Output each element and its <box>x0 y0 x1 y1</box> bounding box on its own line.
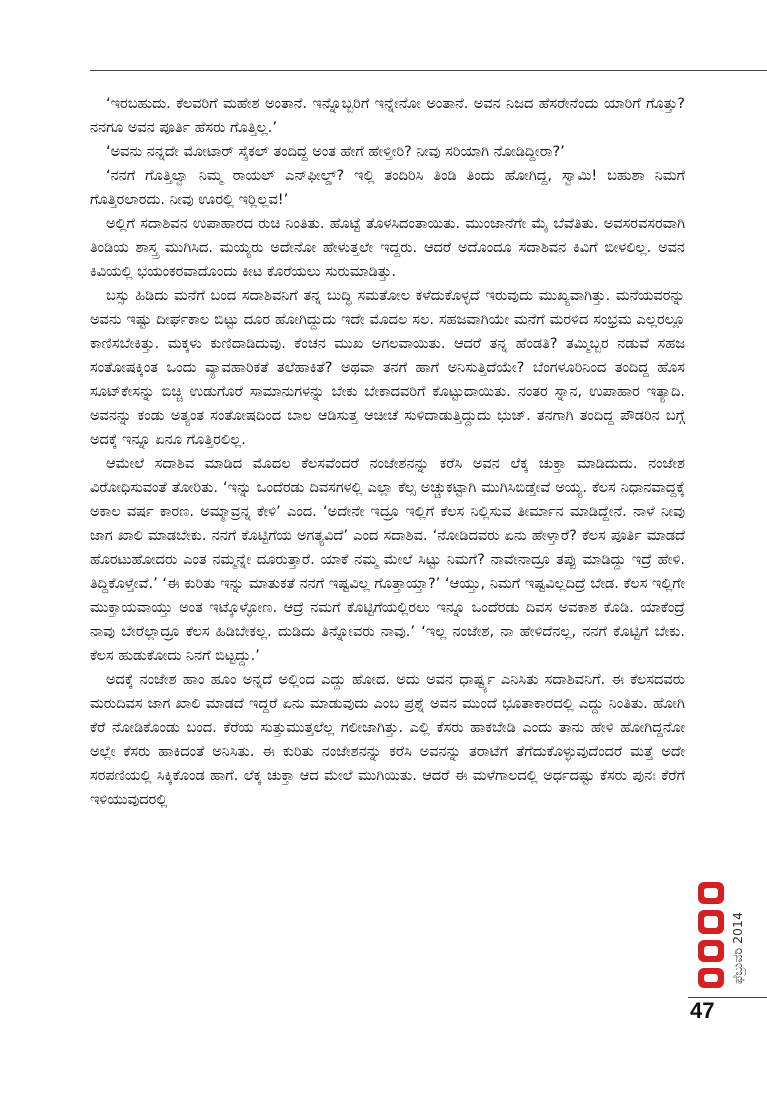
page-number: 47 <box>690 998 715 1023</box>
article-body <box>90 92 685 812</box>
paragraph: ಬಸ್ಸು ಹಿಡಿದು ಮನೆಗೆ ಬಂದ ಸದಾಶಿವನಿಗೆ ತನ್ನ ಬುದ್ಧಿ ಸಮತೋಲ ಕಳೆದುಕೊಳ್ಳದೆ ಇರುವುದು ಮುಖ್ಯವಾಗಿತ್ತು. ಮನೆಯವರನ್ನು ಅವನು ಇಷ್ಟು ದೀರ್ಘಕಾಲ ಬಿಟ್ಟು ದೂರ ಹೋಗಿದ್ದುದು ಇದೇ ಮೊದಲ ಸಲ. ಸಹಜವಾಗಿಯೇ ಮನೆಗೆ ಮರಳಿದ ಸಂಭ್ರಮ ಎಲ್ಲರಲ್ಲೂ ಕಾಣಿಸಬೇಕಿತ್ತು. ಮಕ್ಕಳು ಕುಣಿದಾಡಿದುವು. ಕೆಂಚನ ಮುಖ ಅಗಲವಾಯಿತು. ಆದರೆ ತನ್ನ ಹೆಂಡತಿ? ತಮ್ಮಿಬ್ಬರ ನಡುವೆ ಸಹಜ ಸಂತೋಷಕ್ಕಿಂತ ಒಂದು ವ್ಯಾವಹಾರಿಕತೆ ತಲೆಹಾಕಿತೆ? ಅಥವಾ ತನಗೆ ಹಾಗೆ ಅನಿಸುತ್ತಿದೆಯೇ? ಬೆಂಗಳೂರಿನಿಂದ ತಂದಿದ್ದ ಹೊಸ ಸೂಟ್‌ಕೇಸನ್ನು ಬಿಚ್ಚಿ ಉಡುಗೊರೆ ಸಾಮಾನುಗಳನ್ನು ಬೇಕು ಬೇಕಾದವರಿಗೆ ಕೊಟ್ಟುದಾಯಿತು. ನಂತರ ಸ್ನಾನ, ಉಪಾಹಾರ ಇತ್ಯಾದಿ. ಅವನನ್ನು ಕಂಡು ಅತ್ಯಂತ ಸಂತೋಷದಿಂದ ಬಾಲ ಆಡಿಸುತ್ತ ಆಚೀಚೆ ಸುಳಿದಾಡುತ್ತಿದ್ದುದು ಭುಜ್. ತನಗಾಗಿ ತಂದಿದ್ದ ಪೌಡರಿನ ಬಗ್ಗೆ ಅದಕ್ಕೆ ಇನ್ನೂ ಏನೂ ಗೊತ್ತಿರಲಿಲ್ಲ. <box>90 288 686 448</box>
paragraph: ಅಲ್ಲಿಗೆ ಸದಾಶಿವನ ಉಪಾಹಾರದ ರುಚಿ ನಿಂತಿತು. ಹೊಟ್ಟೆ ತೊಳಸಿದಂತಾಯಿತು. ಮುಂಜಾನೆಗೇ ಮೈ ಬೆವೆತಿತು. ಅವಸರವಸರವಾಗಿ ತಿಂಡಿಯ ಶಾಸ್ತ್ರ ಮುಗಿಸಿದ. ಮಯ್ಯರು ಅದೇನೋ ಹೇಳುತ್ತಲೇ ಇದ್ದರು. ಆದರೆ ಅದೊಂದೂ ಸದಾಶಿವನ ಕಿವಿಗೆ ಬೀಳಲಿಲ್ಲ. ಅವನ ಕಿವಿಯಲ್ಲಿ ಭಯಂಕರವಾದೊಂದು ಕೀಟ ಕೊರೆಯಲು ಸುರುಮಾಡಿತ್ತು. <box>90 216 685 280</box>
paragraph: ‘ಇರಬಹುದು. ಕೆಲವರಿಗೆ ಮಹೇಶ ಅಂತಾನೆ. ಇನ್ನೊಬ್ಬರಿಗೆ ಇನ್ನೇನೋ ಅಂತಾನೆ. ಅವನ ನಿಜದ ಹೆಸರೇನೆಂದು ಯಾರಿಗೆ ಗೊತ್ತು? ನನಗೂ ಅವನ ಪೂರ್ತಿ ಹೆಸರು ಗೊತ್ತಿಲ್ಲ.’ <box>90 96 685 136</box>
page-sidebar <box>688 780 767 1000</box>
paragraph: ‘ಅವನು ನನ್ನದೇ ಮೋಟಾರ್ ಸೈಕಲ್ ತಂದಿದ್ದ ಅಂತ ಹೇಗೆ ಹೇಳ್ತೀರಿ? ನೀವು ಸರಿಯಾಗಿ ನೋಡಿದ್ದೀರಾ?’ <box>106 144 565 160</box>
paragraph: ‘ನನಗೆ ಗೊತ್ತಿಲ್ವಾ ನಿಮ್ಮ ರಾಯಲ್ ಎನ್‌ಫೀಲ್ಡ್? ಇಲ್ಲಿ ತಂದಿರಿಸಿ ತಿಂಡಿ ತಿಂದು ಹೋಗಿದ್ದ, ಸ್ವಾಮಿ! ಬಹುಶಾ ನಿಮಗೆ ಗೊತ್ತಿರಲಾರದು. ನೀವು ಊರಲ್ಲಿ ಇರ್‍ಲಿಲ್ಲವ!’ <box>90 168 685 208</box>
paragraph: ಅದಕ್ಕೆ ನಂಜೇಶ ಹಾಂ ಹೂಂ ಅನ್ನದೆ ಅಲ್ಲಿಂದ ಎದ್ದು ಹೋದ. ಅದು ಅವನ ಧಾರ್ಷ್ಟ್ಯ ಎನಿಸಿತು ಸದಾಶಿವನಿಗೆ. ಈ ಕೆಲಸದವರು ಮರುದಿವಸ ಜಾಗ ಖಾಲಿ ಮಾಡದೆ ಇದ್ದರೆ ಏನು ಮಾಡುವುದು ಎಂಬ ಪ್ರಶ್ನೆ ಅವನ ಮುಂದೆ ಭೂತಾಕಾರದಲ್ಲಿ ಎದ್ದು ನಿಂತಿತು. ಹೋಗಿ ಕೆರೆ ನೋಡಿಕೊಂಡು ಬಂದ. ಕೆರೆಯ ಸುತ್ತುಮುತ್ತಲೆಲ್ಲ ಗಲೀಜಾಗಿತ್ತು. ಎಲ್ಲಿ ಕೆಸರು ಹಾಕಬೇಡಿ ಎಂದು ತಾನು ಹೇಳಿ ಹೋಗಿದ್ದನೋ ಅಲ್ಲೇ ಕೆಸರು ಹಾಕಿದಂತೆ ಅನಿಸಿತು. ಈ ಕುರಿತು ನಂಜೇಶನನ್ನು ಕರೆಸಿ ಅವನನ್ನು ತರಾಟೆಗೆ ತೆಗೆದುಕೊಳ್ಳುವುದೆಂದರೆ ಮತ್ತೆ ಅದೇ ಸರಪಣಿಯಲ್ಲಿ ಸಿಕ್ಕಿಕೊಂಡ ಹಾಗೆ. ಲೆಕ್ಕ ಚುಕ್ತಾ ಆದ ಮೇಲೆ ಮುಗಿಯಿತು. ಆದರೆ ಈ ಮಳೆಗಾಲದಲ್ಲಿ ಅರ್ಧದಷ್ಟು ಕೆಸರು ಪುನಃ ಕೆರೆಗೆ ಇಳಿಯುವುದರಲ್ಲಿ <box>90 672 685 808</box>
paragraph: ಆಮೇಲೆ ಸದಾಶಿವ ಮಾಡಿದ ಮೊದಲ ಕೆಲಸವೆಂದರೆ ನಂಜೇಶನನ್ನು ಕರೆಸಿ ಅವನ ಲೆಕ್ಕ ಚುಕ್ತಾ ಮಾಡಿದುದು. ನಂಜೇಶ ವಿರೋಧಿಸುವಂತೆ ತೋರಿತು. ‘ಇನ್ನು ಒಂದೆರಡು ದಿವಸಗಳಲ್ಲಿ ಎಲ್ಲಾ ಕೆಲ್ಸ ಅಚ್ಚುಕಟ್ಟಾಗಿ ಮುಗಿಸಿಬಿಡ್ತೇವೆ ಅಯ್ಯ. ಕೆಲಸ ನಿಧಾನವಾದ್ದಕ್ಕೆ ಅಕಾಲ ವರ್ಷ ಕಾರಣ. ಅಮ್ಮಾವ್ರನ್ನ ಕೇಳಿ’ ಎಂದ. ‘ಅದೇನೇ ಇದ್ರೂ ಇಲ್ಲಿಗೆ ಕೆಲಸ ನಿಲ್ಲಿಸುವ ತೀರ್ಮಾನ ಮಾಡಿದ್ದೇನೆ. ನಾಳೆ ನೀವು ಜಾಗ ಖಾಲಿ ಮಾಡಬೇಕು. ನನಗೆ ಕೊಟ್ಟಿಗೆಯ ಅಗತ್ಯವಿದೆ’ ಎಂದ ಸದಾಶಿವ. ‘ನೋಡಿದವರು ಏನು ಹೇಳ್ತಾರೆ? ಕೆಲಸ ಪೂರ್ತಿ ಮಾಡದೆ ಹೊರಟುಹೋದರು ಎಂತ ನಮ್ಮನ್ನೇ ದೂರುತ್ತಾರೆ. ಯಾಕೆ ನಮ್ಮ ಮೇಲೆ ಸಿಟ್ಟು ನಿಮಗೆ? ನಾವೇನಾದ್ರೂ ತಪ್ಪು ಮಾಡಿದ್ದು ಇದ್ರೆ ಹೇಳಿ. ತಿದ್ದಿಕೊಳ್ತೇವೆ.’ ‘ಈ ಕುರಿತು ಇನ್ನು ಮಾತುಕತೆ ನನಗೆ ಇಷ್ಟವಿಲ್ಲ ಗೊತ್ತಾಯ್ತಾ?’ ‘ಆಯ್ತು, ನಿಮಗೆ ಇಷ್ಟವಿಲ್ಲದಿದ್ರೆ ಬೇಡ. ಕೆಲಸ ಇಲ್ಲಿಗೇ ಮುಕ್ತಾಯವಾಯ್ತು ಅಂತ ಇಟ್ಕೊಳ್ಳೋಣ. ಆದ್ರೆ ನಮಗೆ ಕೊಟ್ಟಿಗೆಯಲ್ಲಿರಲು ಇನ್ನೂ ಒಂದೆರಡು ದಿವಸ ಅವಕಾಶ ಕೊಡಿ. ಯಾಕೆಂದ್ರೆ ನಾವು ಬೇರೆಲ್ಲಾದ್ರೂ ಕೆಲಸ ಹಿಡಿಬೇಕಲ್ಲ. ದುಡಿದು ತಿನ್ನೋವರು ನಾವು.’ ‘ಇಲ್ಲ ನಂಜೇಶ, ನಾ ಹೇಳಿದೆನಲ್ಲ, ನನಗೆ ಕೊಟ್ಟಿಗೆ ಬೇಕು. ಕೆಲಸ ಹುಡುಕೋದು ನಿನಗೆ ಬಿಟ್ಟದ್ದು.’ <box>90 456 685 664</box>
top-rule <box>90 70 767 71</box>
issue-date: ಫೆಬ್ರುವರಿ 2014 <box>730 912 745 984</box>
brand-logo <box>694 880 728 990</box>
